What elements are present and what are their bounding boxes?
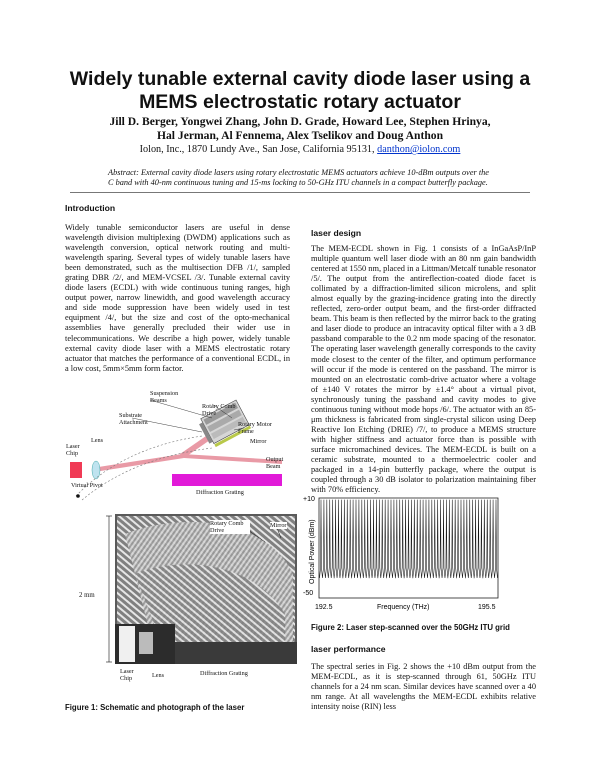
x-tick-right: 195.5: [478, 604, 496, 611]
affiliation: [40, 144, 560, 155]
label-output-beam: Output Beam: [266, 456, 284, 470]
y-tick-bottom: -50: [303, 590, 314, 597]
photo-lens: [139, 632, 153, 654]
laser-chip: [70, 462, 82, 478]
abstract-label: Abstract:: [108, 168, 139, 177]
photo-label-lens: Lens: [152, 672, 165, 679]
authors-line-1: Jill D. Berger, Yongwei Zhang, John D. Grade, Howard Lee, Stephen Hrinya,: [109, 115, 491, 128]
laser-performance-text: The spectral series in Fig. 2 shows the +10 dBm output from the MEM-ECDL, as it is step-scanned through 61, 50GHz ITU channels for a 24 nm scan. Similar devices have scanned over a 40 nm range. At all wavelengths the MEM-ECDL exhibits relative intensity noise (RIN) less: [311, 662, 536, 712]
virtual-pivot-point: [76, 494, 80, 498]
intro-text: Widely tunable semiconductor lasers are useful in dense wavelength division multiplexing (DWDM) applications such as wavelength conversion, optical network routing and multi-wavelength sparing. Several types of widely tunable lasers have been demonstrated, such as the multisection DFB /1/, sampled grating DBR /2/, and MEM-VCSEL /3/. Tunable external cavity diode lasers (ECDL) with wide continuous tuning ranges, high output power, narrow linewidth, and good wavelength accuracy and side mode suppression have been widely used in test equipment /4/, but the size and cost of the opto-mechanical assemblies have generally precluded their wider use in telecommunications. We describe a high power, widely tunable external cavity diode laser with a MEMS electrostatic rotary actuator that matches the performance of a conventional ECDL, in a low cost, 5mm×5mm form factor.: [65, 223, 290, 373]
abstract-text: External cavity diode lasers using rotary electrostatic MEMS actuators achieve 10-dBm outputs over the C band with 40-nm continuous tuning and 15-ms locking to 50-GHz ITU channels in a compact butterfly package.: [108, 168, 489, 187]
abstract: [108, 168, 493, 188]
photo-label-diffraction-grating: Diffraction Grating: [200, 670, 248, 677]
figure1-caption: Figure 1: Schematic and photograph of the laser: [65, 703, 245, 712]
label-rotary-motor-frame: Rotary Motor Frame: [238, 421, 272, 435]
figure1-schematic: [62, 388, 298, 508]
photo-grating: [175, 642, 297, 664]
authors-line-2: Hal Jerman, Al Fennema, Alex Tselikov and Doug Anthon: [156, 129, 444, 142]
photo-label-laser-chip: Laser Chip: [120, 668, 134, 682]
label-rotary-comb-drive: Rotary Comb Drive: [202, 403, 236, 417]
x-tick-left: 192.5: [315, 604, 333, 611]
x-axis-label: Frequency (THz): [377, 604, 430, 611]
photo-label-mirror: Mirror: [270, 522, 287, 529]
y-axis-label: Optical Power (dBm): [309, 519, 316, 584]
photo-label-rotary-comb-drive: Rotary Comb Drive: [210, 520, 250, 534]
email-link[interactable]: danthon@iolon.com: [377, 144, 461, 155]
photo-laser-chip: [119, 626, 135, 662]
label-diffraction-grating: Diffraction Grating: [196, 489, 244, 496]
laser-design-text: The MEM-ECDL shown in Fig. 1 consists of a InGaAsP/InP multiple quantum well laser diode with an 80 nm gain bandwidth centered at 1550 nm, placed in a Littman/Metcalf tunable resonator /5/. The output from the antireflection-coated diode facet is collimated by a diffraction-limited silicon microlens, and split almost equally by the grazing-incidence grating into the directly reflected, zero-order output beam, and the first-order diffracted beam. This beam is then reflected by the mirror back to the grating and laser diode to produce an intracavity optical filter with a 3 dB passband comparable to the 0.2 nm mode spacing of the resonator. The operating laser wavelength generally corresponds to the cavity mode closest to the center of the filter, and optimum performance will occur if the mode is centered on the passband. The mirror is mounted on an electrostatic comb-drive actuator where a voltage of ±140 V rotates the mirror by ±1.4° about a virtual pivot, synchronously tuning the passband and cavity modes to give continuous tuning without mode hops /6/. The actuator with an 85-μm thickness is fabricated from single-crystal silicon using Deep Reactive Ion Etching (DRIE) /7/, to produce a MEMS structure with higher stiffness and actuator force than is possible with surface micromachined devices. The MEM-ECDL is built on a ceramic substrate, mounted to a thermoelectric cooler and packaged in a 14-pin butterfly package, where the output is coupled through a 30 dB isolator to polarization maintaining fiber with 70% efficiency.: [311, 244, 536, 495]
label-laser-chip: Laser Chip: [66, 443, 80, 457]
beam-to-grating: [92, 454, 184, 472]
label-suspension-beams: Suspension Beams: [150, 390, 179, 404]
diffraction-grating: [172, 474, 282, 486]
lens: [92, 461, 100, 479]
label-virtual-pivot: Virtual Pivot: [71, 482, 103, 489]
figure2-caption: Figure 2: Laser step-scanned over the 50GHz ITU grid: [311, 623, 510, 632]
scale-bar: [105, 514, 113, 664]
divider: [70, 192, 530, 193]
laser-design-heading: laser design: [311, 228, 362, 238]
affiliation-text: Iolon, Inc., 1870 Lundy Ave., San Jose, California 95131,: [139, 144, 378, 155]
label-substrate-attachment: Substrate Attachment: [119, 412, 148, 426]
title-line-1: Widely tunable external cavity diode laser using a: [69, 68, 531, 90]
figure2-chart: [302, 492, 502, 620]
intro-heading: Introduction: [65, 203, 116, 213]
photo-scale-label: 2 mm: [79, 592, 95, 599]
laser-performance-heading: laser performance: [311, 644, 386, 654]
y-tick-top: +10: [303, 496, 315, 503]
authors: [40, 115, 560, 143]
figure1-photo: [115, 514, 297, 664]
title-line-2: MEMS electrostatic rotary actuator: [139, 91, 461, 113]
paper-title: [40, 68, 560, 114]
label-lens: Lens: [91, 437, 104, 444]
label-mirror: Mirror: [250, 438, 267, 445]
